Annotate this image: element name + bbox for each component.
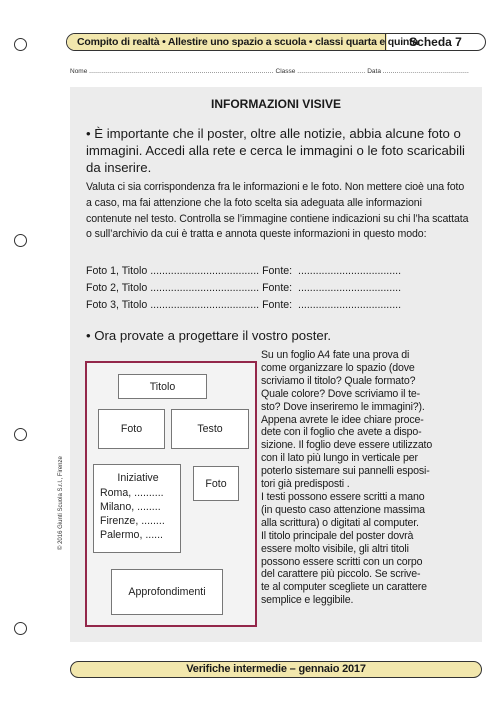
city-item: Palermo, ...... — [100, 529, 163, 541]
foto-title-line[interactable]: ..................................... — [150, 299, 260, 311]
instruction-line: come organizzare lo spazio (dove — [261, 361, 415, 374]
foto-source-label: Fonte: — [262, 265, 293, 277]
foto-source-line[interactable]: ................................... — [295, 299, 402, 311]
binder-hole-2 — [14, 234, 27, 247]
class-field-line[interactable]: .................................. — [297, 68, 366, 75]
instruction-paragraph: Valuta ci sia corrispondenza fra le informazioni e le foto. Non mettere cioè una foto a caso, ma fai attenzione che la foto scelta sia adeguata alle informazioni contenute nel testo. Controlla se l’immagine contiene indicazioni su chi l’ha scattata o sull’archivio da cui è tratta e annota queste informazioni in questo modo: — [86, 181, 469, 241]
header-bar — [66, 33, 486, 51]
header-title: Compito di realtà • Allestire uno spazio a scuola • classi quarta e quinta — [67, 34, 387, 50]
instruction-line: scriviamo il titolo? Quale formato? — [261, 374, 416, 387]
instruction-line: Quale colore? Dove scriviamo il te- — [261, 387, 421, 400]
section-title: INFORMAZIONI VISIVE — [210, 97, 341, 111]
binder-hole-1 — [14, 38, 27, 51]
foto-title-line[interactable]: ..................................... — [150, 265, 260, 277]
foto-source-line[interactable]: ................................... — [295, 265, 402, 277]
instruction-line: possono essere scritti con un corpo — [261, 555, 423, 568]
instruction-line: con il lato più lungo in verticale per — [261, 452, 418, 465]
poster-initiatives-box — [93, 464, 181, 553]
instruction-line: sto? Dove inseriremo le immagini?). — [261, 400, 425, 413]
poster-text-box: Testo — [171, 409, 249, 449]
foto-row-label: Foto 2, Titolo — [86, 282, 148, 294]
foto-source-line[interactable]: ................................... — [295, 282, 402, 294]
poster-title-box: Titolo — [118, 374, 207, 399]
instruction-line: tori già predisposti . — [261, 478, 350, 491]
content-panel — [70, 87, 482, 642]
instruction-line: (in questo caso attenzione massima — [261, 503, 425, 516]
city-item: Firenze, ........ — [100, 515, 165, 527]
instruction-line: dete con il foglio che avete a dispo- — [261, 426, 422, 439]
student-fields — [70, 68, 480, 75]
class-field-label: Classe — [275, 68, 296, 75]
instruction-line: essere molto visibile, gli altri titoli — [261, 542, 409, 555]
name-field-label: Nome — [70, 68, 88, 75]
binder-hole-4 — [14, 622, 27, 635]
copyright-notice: © 2016 Giunti Scuola S.r.l., Firenze — [58, 456, 64, 550]
foto-source-label: Fonte: — [262, 299, 293, 311]
city-item: Roma, .......... — [100, 487, 164, 499]
foto-row-3 — [86, 299, 401, 311]
instruction-bullet-poster: • Ora provate a progettare il vostro poster. — [86, 328, 332, 343]
footer-bar: Verifiche intermedie – gennaio 2017 — [70, 661, 482, 678]
binder-hole-3 — [14, 428, 27, 441]
name-field-line[interactable]: ............................................................................................ — [89, 68, 274, 75]
instruction-line: I testi possono essere scritti a mano — [261, 490, 425, 503]
instruction-bullet-photos: • È importante che il poster, oltre alle notizie, abbia alcune foto o immagini. Accedi alla rete e cerca le immagini o le foto scaricabili da inserire. — [86, 126, 465, 175]
date-field-label: Data — [367, 68, 381, 75]
instruction-line: Appena avrete le idee chiare proce- — [261, 413, 424, 426]
instruction-line: Su un foglio A4 fate una prova di — [261, 349, 410, 361]
instruction-line: semplice e leggibile. — [261, 594, 354, 607]
sheet-label: Scheda 7 — [385, 34, 485, 50]
foto-row-label: Foto 3, Titolo — [86, 299, 148, 311]
instruction-line: alla scrittura) o digitati al computer. — [261, 516, 419, 529]
date-field-line[interactable]: ........................................... — [382, 68, 470, 75]
instruction-line: Il titolo principale del poster dovrà — [261, 529, 414, 542]
instruction-line: te al computer scegliete un carattere — [261, 581, 427, 594]
poster-details-box: Approfondimenti — [111, 569, 223, 615]
foto-row-label: Foto 1, Titolo — [86, 265, 148, 277]
poster-photo-box: Foto — [98, 409, 165, 449]
instruction-line: del carattere più piccolo. Se scrive- — [261, 568, 421, 581]
city-item: Milano, ........ — [100, 501, 161, 513]
foto-row-2 — [86, 282, 401, 294]
instruction-line: poterlo sistemare sui pannelli esposi- — [261, 465, 430, 478]
foto-row-1 — [86, 265, 401, 277]
instruction-line: sizione. Il foglio deve essere utilizzato — [261, 439, 433, 452]
poster-instructions-text — [261, 349, 476, 607]
foto-source-label: Fonte: — [262, 282, 293, 294]
poster-photo-box-2: Foto — [193, 466, 239, 501]
initiatives-title: Iniziative — [117, 472, 159, 484]
foto-title-line[interactable]: ..................................... — [150, 282, 260, 294]
poster-layout-sketch — [85, 361, 257, 627]
